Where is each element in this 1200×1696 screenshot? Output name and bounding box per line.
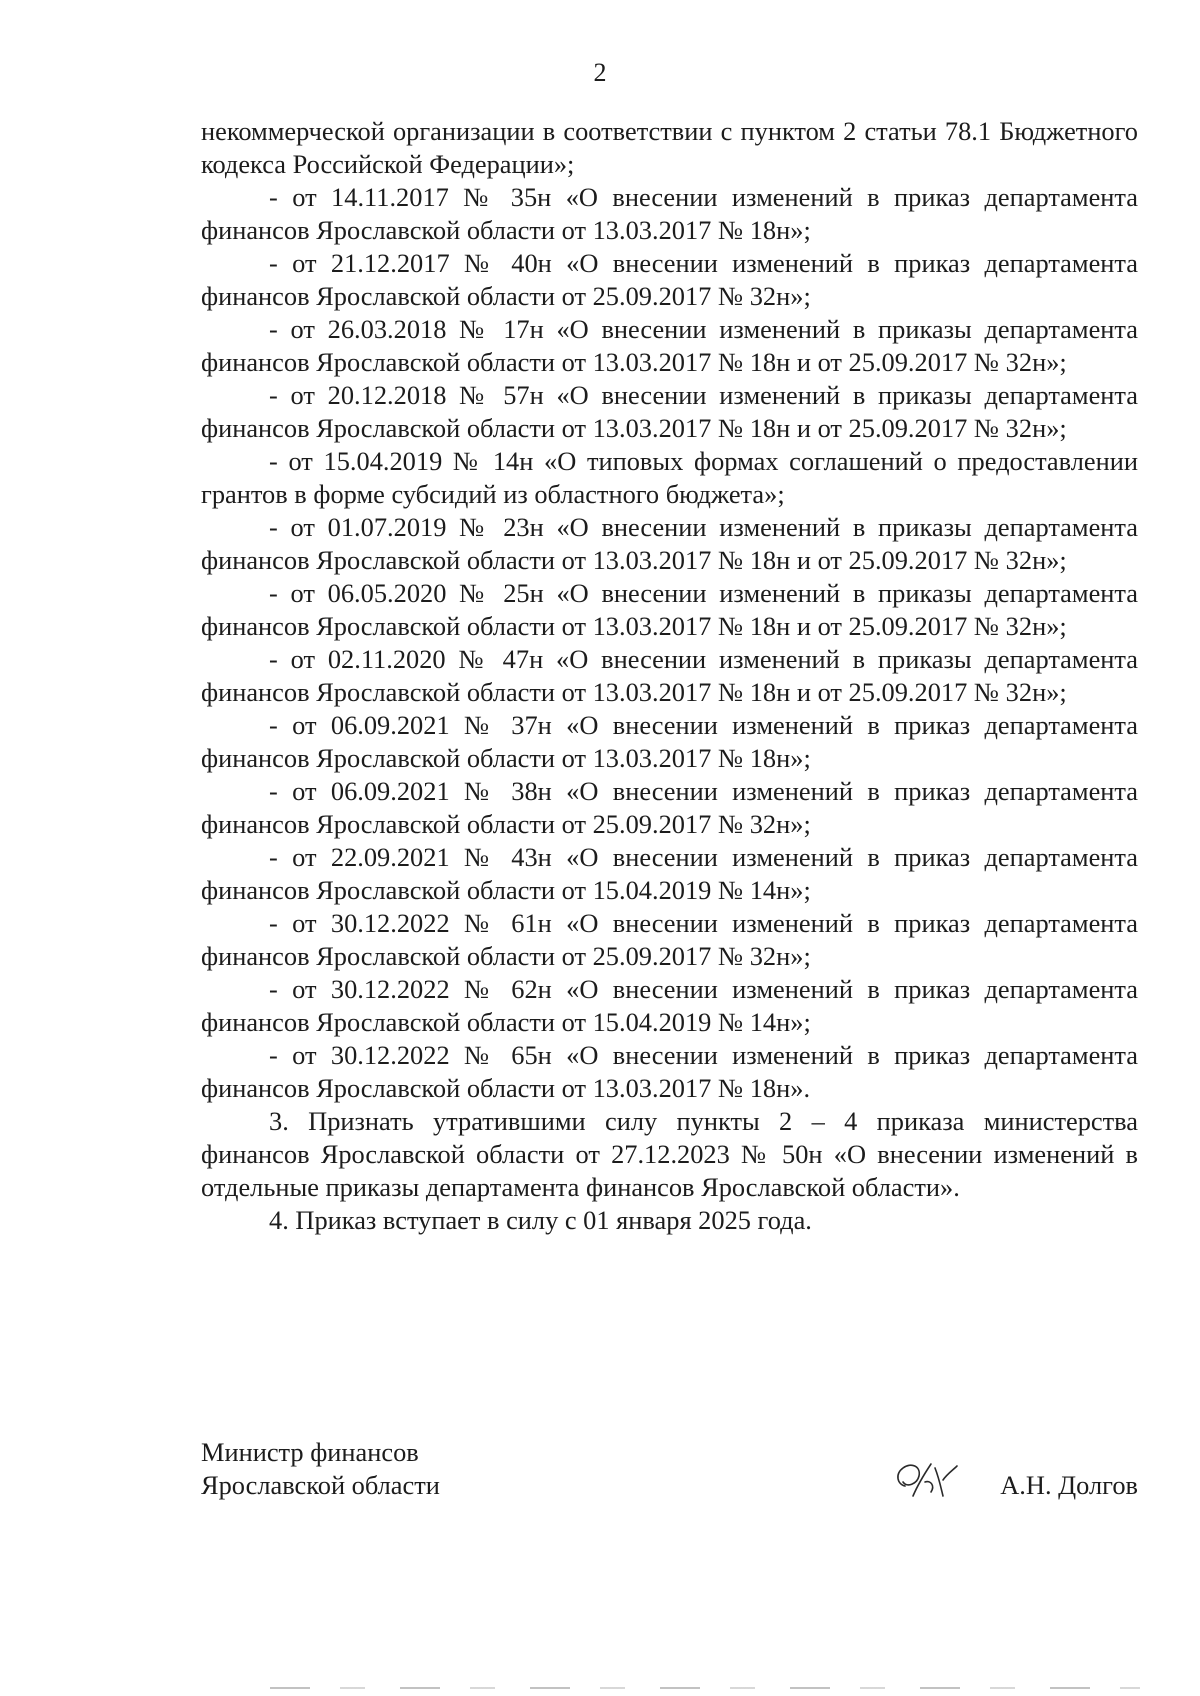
signature-block: [201, 1436, 1138, 1516]
list-item-repealed-order: - от 21.12.2017 № 40н «О внесении изменений в приказ департамента финансов Ярославской области от 25.09.2017 № 32н»;: [201, 248, 1138, 311]
scan-edge-artifact: [270, 1687, 1140, 1689]
page-number: 2: [593, 58, 607, 87]
list-item-repealed-order: - от 20.12.2018 № 57н «О внесении изменений в приказы департамента финансов Ярославской области от 13.03.2017 № 18н и от 25.09.2017 № 32н»;: [201, 380, 1138, 443]
paragraph-continuation: некоммерческой организации в соответствии с пунктом 2 статьи 78.1 Бюджетного кодекса Российской Федерации»;: [201, 116, 1138, 179]
clause-3: 3. Признать утратившими силу пункты 2 – 4 приказа министерства финансов Ярославской области от 27.12.2023 № 50н «О внесении изменений в отдельные приказы департамента финансов Ярославской области».: [201, 1106, 1138, 1202]
signatory-title-line1: Министр финансов: [201, 1437, 419, 1467]
list-item-repealed-order: - от 14.11.2017 № 35н «О внесении изменений в приказ департамента финансов Ярославской области от 13.03.2017 № 18н»;: [201, 182, 1138, 245]
signatory-title-line2: Ярославской области: [201, 1470, 440, 1500]
signatory-name: А.Н. Долгов: [1000, 1470, 1138, 1500]
list-item-repealed-order: - от 06.09.2021 № 38н «О внесении изменений в приказ департамента финансов Ярославской области от 25.09.2017 № 32н»;: [201, 776, 1138, 839]
handwritten-signature: [891, 1456, 961, 1502]
list-item-repealed-order: - от 15.04.2019 № 14н «О типовых формах соглашений о предоставлении грантов в форме субсидий из областного бюджета»;: [201, 446, 1138, 509]
list-item-repealed-order: - от 30.12.2022 № 65н «О внесении изменений в приказ департамента финансов Ярославской области от 13.03.2017 № 18н».: [201, 1040, 1138, 1103]
list-item-repealed-order: - от 30.12.2022 № 61н «О внесении изменений в приказ департамента финансов Ярославской области от 25.09.2017 № 32н»;: [201, 908, 1138, 971]
list-item-repealed-order: - от 30.12.2022 № 62н «О внесении изменений в приказ департамента финансов Ярославской области от 15.04.2019 № 14н»;: [201, 974, 1138, 1037]
clause-4: 4. Приказ вступает в силу с 01 января 2025 года.: [269, 1205, 812, 1235]
list-item-repealed-order: - от 06.05.2020 № 25н «О внесении изменений в приказы департамента финансов Ярославской области от 13.03.2017 № 18н и от 25.09.2017 № 32н»;: [201, 578, 1138, 641]
list-item-repealed-order: - от 02.11.2020 № 47н «О внесении изменений в приказы департамента финансов Ярославской области от 13.03.2017 № 18н и от 25.09.2017 № 32н»;: [201, 644, 1138, 707]
signatory-title: [201, 1436, 440, 1502]
list-item-repealed-order: - от 26.03.2018 № 17н «О внесении изменений в приказы департамента финансов Ярославской области от 13.03.2017 № 18н и от 25.09.2017 № 32н»;: [201, 314, 1138, 377]
list-item-repealed-order: - от 22.09.2021 № 43н «О внесении изменений в приказ департамента финансов Ярославской области от 15.04.2019 № 14н»;: [201, 842, 1138, 905]
list-item-repealed-order: - от 01.07.2019 № 23н «О внесении изменений в приказы департамента финансов Ярославской области от 13.03.2017 № 18н и от 25.09.2017 № 32н»;: [201, 512, 1138, 575]
document-body: [201, 115, 1138, 1237]
list-item-repealed-order: - от 06.09.2021 № 37н «О внесении изменений в приказ департамента финансов Ярославской области от 13.03.2017 № 18н»;: [201, 710, 1138, 773]
